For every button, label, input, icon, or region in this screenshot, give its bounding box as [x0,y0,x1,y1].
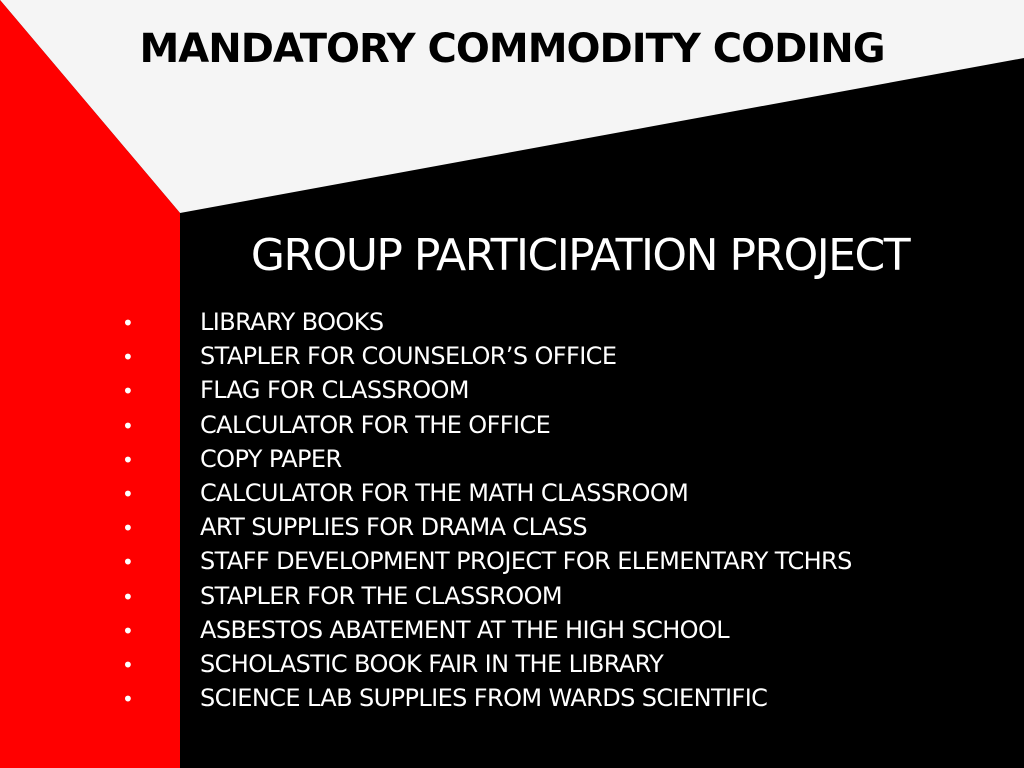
bullet-icon: • [122,652,134,677]
list-item [118,650,852,684]
bullet-icon: • [122,345,134,370]
bullet-icon: • [122,584,134,609]
list-item-text: STAPLER FOR THE CLASSROOM [200,581,562,610]
list-item-text: SCIENCE LAB SUPPLIES FROM WARDS SCIENTIFIC [200,684,768,713]
bullet-icon: • [122,379,134,404]
list-item-text: CALCULATOR FOR THE MATH CLASSROOM [200,478,689,507]
slide-subtitle: GROUP PARTICIPATION PROJECT [250,230,910,281]
list-item [118,684,852,718]
list-item-text: LIBRARY BOOKS [200,308,384,336]
list-item [118,376,852,410]
bullet-icon: • [122,687,134,712]
list-item [118,342,852,376]
list-item-text: SCHOLASTIC BOOK FAIR IN THE LIBRARY [200,649,664,678]
bullet-icon: • [122,516,134,541]
bullet-list [118,308,852,718]
bullet-icon: • [122,618,134,643]
list-item-text: ASBESTOS ABATEMENT AT THE HIGH SCHOOL [200,615,730,644]
list-item-text: FLAG FOR CLASSROOM [200,376,469,405]
list-item-text: STAPLER FOR COUNSELOR’S OFFICE [200,342,617,371]
list-item [118,479,852,513]
list-item-text: COPY PAPER [200,444,342,473]
list-item [118,445,852,479]
list-item-text: STAFF DEVELOPMENT PROJECT FOR ELEMENTARY TCHRS [200,547,852,576]
bullet-icon: • [122,413,134,438]
list-item [118,411,852,445]
list-item [118,308,852,342]
list-item [118,547,852,581]
list-item [118,513,852,547]
list-item-text: CALCULATOR FOR THE OFFICE [200,410,551,439]
slide-title: MANDATORY COMMODITY CODING [139,26,885,72]
list-item [118,616,852,650]
list-item [118,582,852,616]
bullet-icon: • [122,550,134,575]
bullet-icon: • [122,311,134,335]
bullet-icon: • [122,481,134,506]
list-item-text: ART SUPPLIES FOR DRAMA CLASS [200,513,587,542]
bullet-icon: • [122,447,134,472]
